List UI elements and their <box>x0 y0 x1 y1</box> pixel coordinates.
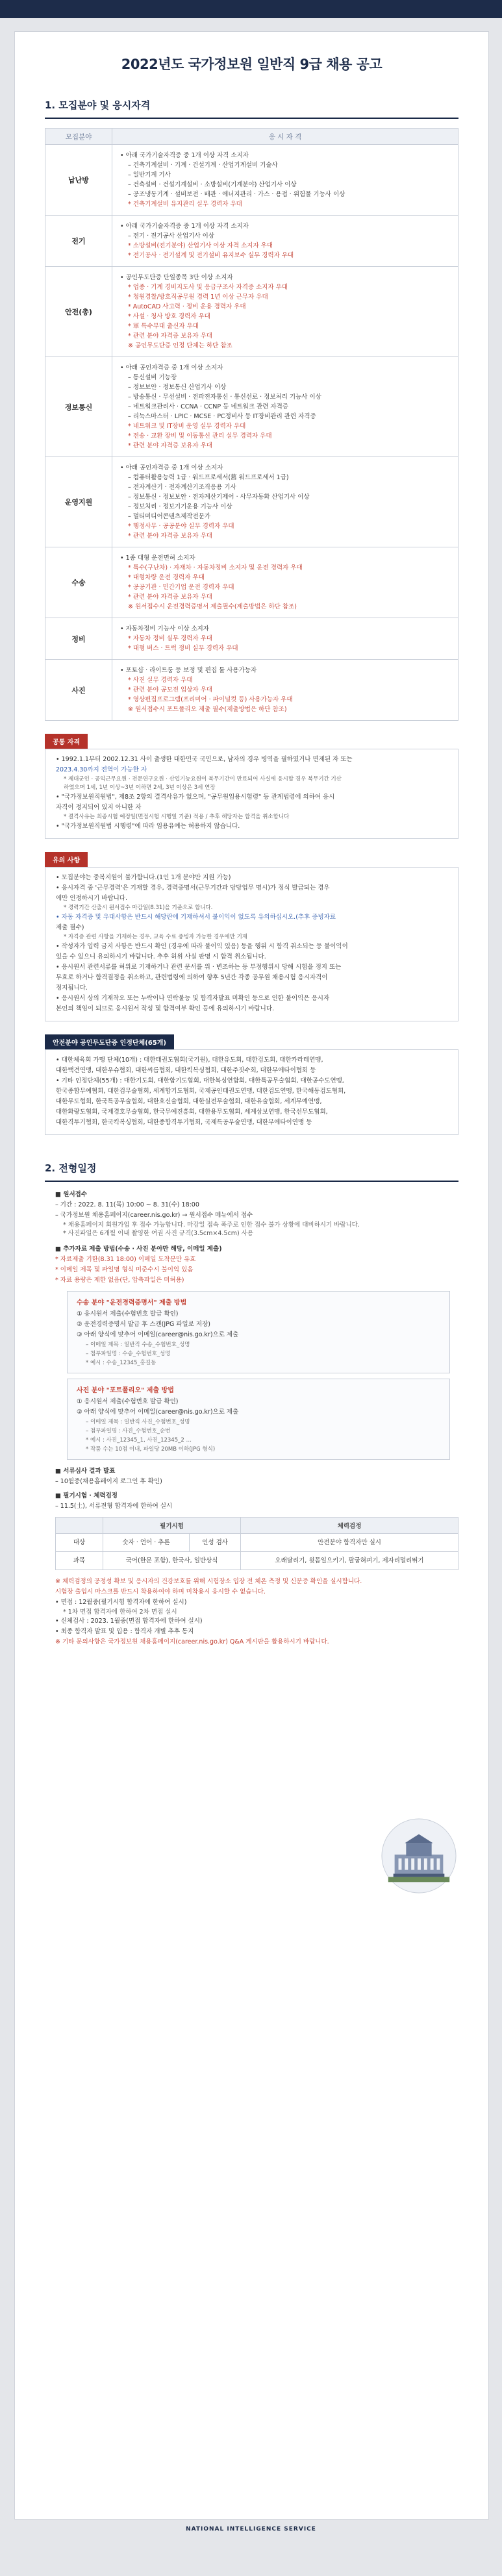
text-line: • "국가정보원직원법 시행령"에 따라 임용유예는 허용하지 않습니다. <box>56 823 240 830</box>
text-line: • 대한체육회 가맹 단체(10개) : 대한태권도협회(국기원), 대한유도회, 대한검도회, 대한카라테연맹, <box>56 1057 323 1064</box>
text-line: 에만 인정하시기 바랍니다. <box>56 895 128 902</box>
notice-label: 유의 사항 <box>45 852 88 867</box>
table-row <box>45 618 458 660</box>
col-quals-header: 응 시 자 격 <box>112 129 458 145</box>
page-title: 2022년도 국가정보원 일반직 9급 채용 공고 <box>121 56 383 72</box>
field-name: 수송 <box>45 547 112 618</box>
qualification-item: * 자동차 정비 실무 경력자 우대 <box>128 635 212 642</box>
sched-head-physical: 체력검정 <box>241 1518 458 1534</box>
field-qualifications <box>112 145 458 216</box>
qualification-item: – 전자계산기 · 전자계산기조직응용 기사 <box>128 484 236 491</box>
qualification-item: * 업종 · 기계 경비지도사 및 응급구조사 자격증 소지자 우대 <box>128 284 288 291</box>
qualification-item: – 통신설비 기능장 <box>128 374 177 381</box>
text-line: • 응시원서 관련서류를 허위로 기재하거나 관련 문서를 위 · 변조하는 등 부정행위시 당해 시험을 정지 또는 <box>56 964 342 971</box>
text-line: • 면접 : 12월중(필기시험 합격자에 한하여 실시) <box>55 1599 187 1606</box>
text-line: * 자료 용량은 제한 없음(단, 압축파일은 미허용) <box>55 1277 184 1284</box>
field-name: 정보통신 <box>45 357 112 457</box>
step-detail: – 첨부파일명 : 사진_수험번호_순번 <box>86 1428 171 1434</box>
text-line: • 작성자가 입력 금지 사항은 반드시 확인 (경우에 따라 불이익 있음) 등을 행위 시 합격 취소되는 등 불이익이 <box>56 943 348 950</box>
qualification-item: • 포토샵 · 라이트룸 등 보정 및 편집 툴 사용가능자 <box>120 667 257 674</box>
text-line: 대한택견연맹, 대한우슈협회, 대한씨름협회, 대한킥복싱협회, 대한주짓수회, 대한무에타이협회 등 <box>56 1067 316 1074</box>
qualification-item: * 관련 분야 자격증 보유자 우대 <box>128 332 212 340</box>
qualification-item: • 공인무도단증 단일종목 3단 이상 소지자 <box>120 274 233 281</box>
apply-label: ■ 원서접수 <box>55 1191 88 1198</box>
qualification-item: * 청원경찰/방호직공무원 경력 1년 이상 근무자 우대 <box>128 294 268 301</box>
step-detail: – 이메일 제목 : 일반직 수송_수험번호_성명 <box>86 1342 190 1348</box>
table-row <box>45 267 458 357</box>
text-line: • 자동 자격증 및 우대사항은 반드시 해당란에 기재하셔서 불이익이 없도록 유의하십시오.(추후 증빙자료 <box>56 914 336 921</box>
martial-box <box>45 1049 458 1135</box>
field-name: 안전(총) <box>45 267 112 357</box>
qualification-item: ※ 원서접수시 포트폴리오 제출 필수(제출방법은 하단 참조) <box>128 706 287 713</box>
text-line: • 신체검사 : 2023. 1월중(면접 합격자에 한하여 실시) <box>55 1618 203 1625</box>
text-line: • 응시자격 중 '근무경력'은 기재할 경우, 경력증명서(근무기간과 담당업무 명시)가 정식 발급되는 경우 <box>56 884 330 892</box>
text-line: ※ 기타 문의사항은 국가정보원 채용홈페이지(career.nis.go.kr) Q&A 게시판을 활용하시기 바랍니다. <box>55 1638 329 1645</box>
text-line: * 제대군인 · 공익근무요원 · 전문연구요원 · 산업기능요원이 복무기간이 만료되어 사실에 응시할 경우 복무기간 기산 <box>64 776 342 782</box>
text-line: * 1차 면접 합격자에 한하여 2차 면접 실시 <box>63 1608 177 1616</box>
qualification-item: • 아래 국가기술자격증 중 1개 이상 자격 소지자 <box>120 223 249 230</box>
step-item: ① 응시원서 제출(수험번호 발급 확인) <box>77 1398 179 1405</box>
step-detail: * 작품 수는 10점 이내, 파일당 20MB 이하(JPG 형식) <box>86 1446 216 1453</box>
qualification-item: – 정보보안 · 정보통신 산업기사 이상 <box>128 384 227 391</box>
qualification-item: * 소방설비(전기분야) 산업기사 이상 자격 소지자 우대 <box>128 242 273 249</box>
text-line: • 모집분야는 중복지원이 불가합니다.(1인 1개 분야만 지원 가능) <box>56 874 231 881</box>
qualification-item: * 네트워크 및 IT장비 운영 실무 경력자 우대 <box>128 423 246 430</box>
portfolio-head: 사진 분야 "포트폴리오" 제출 방법 <box>77 1387 174 1394</box>
text-line: 대한무도협회, 한국특공무술협회, 대한호신술협회, 대한실전무술협회, 대한유술협회, 세계무예연맹, <box>56 1098 322 1105</box>
text-line: • 기타 인정단체(55개) : 대한기도회, 대한합기도협회, 대한복싱연합회, 대한특공무술협회, 대한공수도연맹, <box>56 1077 344 1084</box>
field-name: 전기 <box>45 216 112 267</box>
text-line: * 이메일 제목 및 파일명 형식 미준수시 불이익 있음 <box>55 1266 194 1273</box>
footer-brand: NATIONAL INTELLIGENCE SERVICE <box>186 2526 316 2532</box>
qualification-item: * 사진 실무 경력자 우대 <box>128 677 193 684</box>
qualification-item: * AutoCAD 사고력 · 정비 운용 경력자 우대 <box>128 303 246 310</box>
qualification-item: • 자동차정비 기능사 이상 소지자 <box>120 625 209 632</box>
qualification-item: – 방송통신 · 무선설비 · 전파전자통신 · 통신선로 · 정보처리 기능사 이상 <box>128 394 321 401</box>
table-row <box>45 457 458 547</box>
qualification-item: – 네트워크관리사 · CCNA · CCNP 등 네트워크 관련 자격증 <box>128 403 288 410</box>
text-line: 정지됩니다. <box>56 984 88 992</box>
qualification-item: * 대형 버스 · 트럭 정비 실무 경력자 우대 <box>128 645 238 652</box>
text-line: 제출 필수) <box>56 924 84 931</box>
qualification-item: * 특수(구난차) · 자재차 · 자동차정비 소지자 및 운전 경력자 우대 <box>128 564 303 571</box>
driving-record-head: 수송 분야 "운전경력증명서" 제출 방법 <box>77 1299 187 1307</box>
text-line: 하였으며 1세, 1년 이상~3년 이하면 2세, 3년 이상은 3세 연장 <box>64 784 216 791</box>
section-recruitment-title: 1. 모집분야 및 응시자격 <box>45 98 458 119</box>
qualification-item: – 멀티미디어콘텐츠제작전문가 <box>128 513 211 520</box>
table-row <box>45 357 458 457</box>
field-name: 납난방 <box>45 145 112 216</box>
qualification-item: – 건축기계설비 · 기계 · 건설기계 · 산업기계설비 기술사 <box>128 162 278 169</box>
field-qualifications <box>112 660 458 721</box>
qualification-item: • 아래 공인자격증 중 1개 이상 소지자 <box>120 464 223 471</box>
table-row <box>45 216 458 267</box>
qualification-item: * 사설 · 청사 방호 경력자 우대 <box>128 313 210 320</box>
qualification-item: – 정보통신 · 정보보안 · 전자계산기제어 · 사무자동화 산업기사 이상 <box>128 494 310 501</box>
table-row <box>45 547 458 618</box>
qualification-item: * 관련 분야 공모전 입상자 우대 <box>128 686 212 694</box>
text-line: • 1992.1.1부터 2002.12.31 사이 출생한 대한민국 국민으로, 남자의 경우 병역을 필하였거나 면제된 자 또는 <box>56 756 353 763</box>
qualification-item: – 정보처리 · 정보기기운용 기능사 이상 <box>128 503 232 510</box>
qualification-item: • 아래 공인자격증 중 1개 이상 소지자 <box>120 364 223 371</box>
written-label: ■ 필기시험 · 체력검정 <box>55 1492 118 1499</box>
text-line: – 기간 : 2022. 8. 11(목) 10:00 ~ 8. 31(수) 18:00 <box>55 1201 199 1208</box>
field-qualifications <box>112 547 458 618</box>
qualification-item: * 영상편집프로그램(프리미어 · 파이널컷 등) 사용가능자 우대 <box>128 696 293 703</box>
qualification-item: * 관련 분야 자격증 보유자 우대 <box>128 442 212 449</box>
text-line: * 자료제출 기한(8.31 18:00) 이메일 도착분만 유효 <box>55 1256 196 1263</box>
text-line: 자격이 정지되어 있지 아니한 자 <box>56 804 142 811</box>
table-row <box>45 145 458 216</box>
qualification-item: * 전송 · 교환 장비 및 이동통신 관리 실무 경력자 우대 <box>128 432 272 440</box>
schedule-table <box>55 1517 458 1570</box>
text-line: – 국가정보원 채용홈페이지(career.nis.go.kr) → 원서접수 메뉴에서 접수 <box>55 1212 253 1219</box>
qualification-item: – 리눅스마스터 · LPIC · MCSE · PC정비사 등 IT장비관리 관련 자격증 <box>128 413 316 420</box>
field-qualifications <box>112 267 458 357</box>
qualification-item: – 일반기계 기사 <box>128 171 171 179</box>
text-line: 대한화랑도협회, 국제경호무술협회, 한국무예진흥회, 대한용무도협회, 세계삼보연맹, 한국선무도협회, <box>56 1108 328 1116</box>
text-line: 무효로 하거나 합격결정을 취소하고, 관련법령에 의하여 향후 5년간 각종 공무원 채용시험 응시자격이 <box>56 974 328 981</box>
table-row: 대상 숫자 · 언어 · 추론 인성 검사 안전분야 합격자만 실시 <box>56 1534 458 1552</box>
text-line: – 10월중(채용홈페이지 로그인 후 확인) <box>55 1478 162 1485</box>
field-qualifications <box>112 457 458 547</box>
col-field-header: 모집분야 <box>45 129 112 145</box>
text-line: 시험장 출입시 마스크를 반드시 착용하여야 하며 미착용시 응시할 수 없습니다. <box>55 1588 266 1595</box>
qualification-item: • 아래 국가기술자격증 중 1개 이상 자격 소지자 <box>120 152 249 159</box>
step-detail: * 예시 : 사진_12345_1, 사진_12345_2 … <box>86 1437 192 1444</box>
top-bar <box>0 0 502 18</box>
step-detail: – 첨부파일명 : 수송_수험번호_성명 <box>86 1351 171 1357</box>
qualification-item: * 행정사무 · 공공분야 실무 경력자 우대 <box>128 523 234 530</box>
field-qualifications <box>112 357 458 457</box>
text-line: • "국가정보원직원법", 제8조 2항의 결격사유가 없으며, "공무원임용시험령" 등 관계법령에 의하여 응시 <box>56 794 335 801</box>
qualification-item: ※ 공인무도단증 인정 단체는 하단 참조 <box>128 342 232 349</box>
text-line: 한국종합무예협회, 대한검무술협회, 세계합기도협회, 국제공인태권도연맹, 대한검도연맹, 한국해동검도협회, <box>56 1088 346 1095</box>
qualification-item: ※ 원서접수시 운전경력증명서 제출필수(제출방법은 하단 참조) <box>128 603 297 610</box>
step-item: ② 아래 양식에 맞추어 이메일(career@nis.go.kr)으로 제출 <box>77 1408 239 1416</box>
step-detail: – 이메일 제목 : 일반직 사진_수험번호_성명 <box>86 1419 190 1425</box>
table-row: 과목 국어(한문 포함), 한국사, 일반상식 오래달리기, 윗몸일으키기, 팔굽혀펴기, 제자리멀리뛰기 <box>56 1552 458 1570</box>
extra-label: ■ 추가자료 제출 방법(수송 · 사진 분야만 해당, 이메일 제출) <box>55 1245 222 1253</box>
qualification-item: * 건축기계설비 유지관리 실무 경력자 우대 <box>128 201 242 208</box>
text-line: * 경력기간 산출시 원서접수 마감일(8.31)을 기준으로 합니다. <box>64 905 213 911</box>
driving-record-box <box>67 1291 450 1373</box>
field-qualifications <box>112 618 458 660</box>
qualification-item: * 관련 분야 자격증 보유자 우대 <box>128 532 212 540</box>
field-qualifications <box>112 216 458 267</box>
text-line: * 자격증 관련 사항을 기재하는 경우, 교육 수료 증빙자 가능한 경우에만 기재 <box>64 934 248 940</box>
step-detail: * 예시 : 수송_12345_홍길동 <box>86 1360 157 1366</box>
qualification-item: – 건축설비 · 건설기계설비 · 소방설비(기계분야) 산업기사 이상 <box>128 181 297 188</box>
table-row <box>45 660 458 721</box>
qualification-item: – 컴퓨터활용능력 1급 · 워드프로세서(舊 워드프로세서 1급) <box>128 474 289 481</box>
nis-building-illustration <box>381 1818 457 1894</box>
text-line: • 최종 합격자 발표 및 입용 : 합격자 개별 추후 통지 <box>55 1628 194 1635</box>
qualification-item: * 전기공사 · 전기설계 및 전기설비 유지보수 실무 경력자 우대 <box>128 252 294 259</box>
text-line: * 결격사유는 최종시험 예정일(면접시험 시행일 기준) 적용 / 추후 해당자는 합격을 취소합니다 <box>64 814 290 820</box>
text-line: ※ 체력검정의 공정성 확보 및 응시자의 건강보호를 위해 시험장소 입장 전 체온 측정 및 신분증 확인을 실시합니다. <box>55 1578 362 1585</box>
field-name: 사진 <box>45 660 112 721</box>
step-item: ② 운전경력증명서 발급 후 스캔(JPG 파일로 저장) <box>77 1321 210 1328</box>
text-line: 본인의 책임이 되므로 응시원서 작성 및 합격여부 확인 등에 유의하시기 바랍니다. <box>56 1005 275 1012</box>
notice-sheet <box>14 31 489 2520</box>
recruitment-table <box>45 128 458 721</box>
text-line: • 응시원서 상의 기재착오 또는 누락이나 연락불능 및 합격자발표 미확인 등으로 인한 불이익은 응시자 <box>56 995 330 1002</box>
sched-head-written: 필기시험 <box>103 1518 241 1534</box>
qualification-item: – 공조냉동기계 · 설비보전 · 배관 · 에너지관리 · 가스 · 용접 · 위험물 기능사 이상 <box>128 191 345 198</box>
common-box <box>45 749 458 839</box>
qualification-item: * 공공기관 · 민간기업 운전 경력자 우대 <box>128 584 234 591</box>
section-schedule-title: 2. 전형일정 <box>45 1161 458 1182</box>
text-line: – 11.5(土), 서류전형 합격자에 한하여 실시 <box>55 1503 173 1510</box>
field-name: 운영지원 <box>45 457 112 547</box>
qualification-item: * 대형차량 운전 경력자 우대 <box>128 574 205 581</box>
text-line: * 채용홈페이지 회원가입 후 접수 가능합니다. 마감일 접속 폭주로 인한 접수 불가 상황에 대비하시기 바랍니다. <box>63 1221 360 1229</box>
common-label: 공통 자격 <box>45 734 88 749</box>
step-item: ③ 아래 양식에 맞추어 이메일(career@nis.go.kr)으로 제출 <box>77 1331 239 1338</box>
portfolio-box <box>67 1379 450 1460</box>
text-line: 대한격투기협회, 한국킥복싱협회, 대한종합격투기협회, 국제특공무술연맹, 대한무에타이연맹 등 <box>56 1119 312 1126</box>
step-item: ① 응시원서 제출(수험번호 발급 확인) <box>77 1310 179 1318</box>
text-line: * 사진파일은 6개월 이내 촬영한 여권 사진 규격(3.5cm×4.5cm) 사용 <box>63 1230 254 1237</box>
martial-label: 안전분야 공인무도단증 인정단체(65개) <box>45 1034 174 1049</box>
text-line: 2023.4.30까지 전역이 가능한 자 <box>56 766 147 773</box>
qualification-item: * 軍 특수부대 출신자 우대 <box>128 323 199 330</box>
qualification-item: • 1종 대형 운전면허 소지자 <box>120 555 195 562</box>
qualification-item: * 관련 분야 자격증 보유자 우대 <box>128 594 212 601</box>
result-label: ■ 서류심사 결과 발표 <box>55 1468 116 1475</box>
field-name: 정비 <box>45 618 112 660</box>
text-line: 있을 수 있으니 유의하시기 바랍니다. 추후 허위 사실 판명 시 합격 취소됩니다. <box>56 953 266 960</box>
qualification-item: – 전기 · 전기공사 산업기사 이상 <box>128 232 214 240</box>
notice-box <box>45 867 458 1021</box>
schedule-detail <box>55 1190 458 1647</box>
